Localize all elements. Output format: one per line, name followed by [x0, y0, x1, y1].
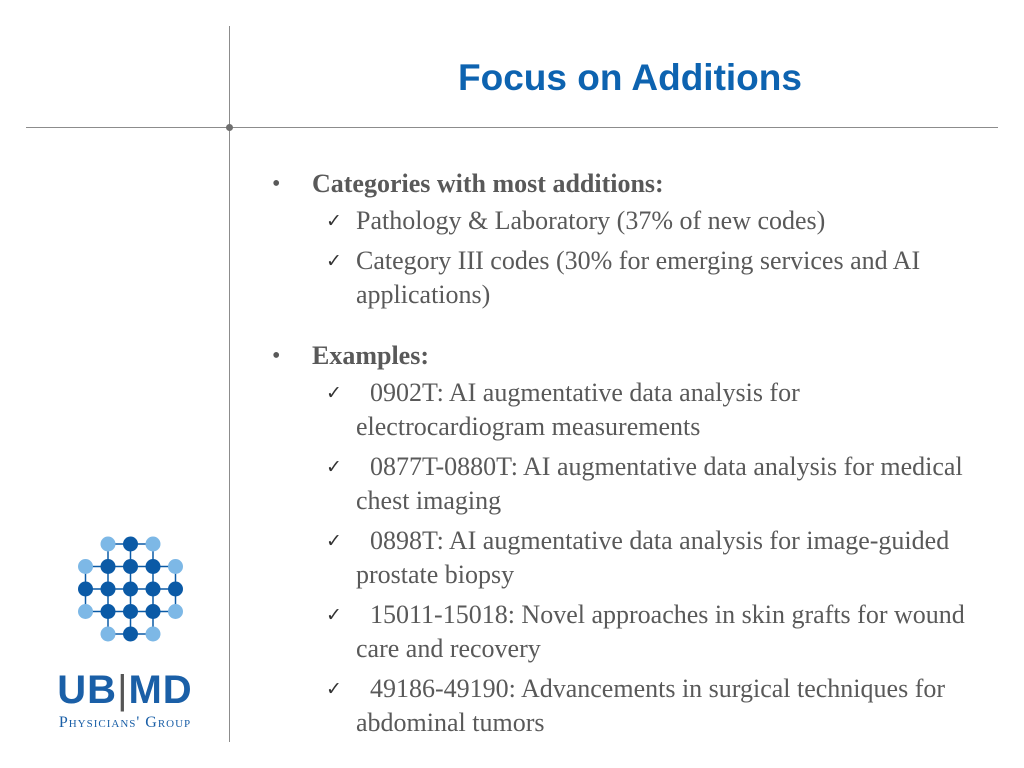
logo-grid-dot [101, 582, 116, 597]
list-item-text: 0877T-0880T: AI augmentative data analysis for medical chest imaging [356, 452, 963, 515]
logo-grid-dot [168, 604, 183, 619]
checkmark-icon: ✓ [326, 250, 342, 272]
list-item-text: Category III codes (30% for emerging services and AI applications) [356, 246, 921, 309]
list-item [312, 524, 992, 592]
slide-body [272, 166, 992, 746]
list-item-text: Pathology & Laboratory (37% of new codes) [356, 206, 826, 235]
logo-grid-dot [123, 559, 138, 574]
logo-dot-grid-icon [40, 530, 210, 660]
logo-text-separator: | [117, 668, 129, 712]
logo-grid-dot [123, 604, 138, 619]
logo-grid-dot [101, 559, 116, 574]
divider-intersection-dot [226, 124, 233, 131]
logo-grid-dot [146, 559, 161, 574]
list-item-text: 0902T: AI augmentative data analysis for electrocardiogram measurements [356, 378, 800, 441]
section-items [312, 204, 992, 312]
logo-grid-dot [123, 537, 138, 552]
list-item [312, 598, 992, 666]
list-item-text: 15011-15018: Novel approaches in skin grafts for wound care and recovery [356, 600, 965, 663]
list-item-text: 0898T: AI augmentative data analysis for image-guided prostate biopsy [356, 526, 950, 589]
section-examples [272, 338, 992, 740]
section-heading: Examples: [312, 341, 429, 370]
list-item [312, 244, 992, 312]
logo-grid-dot [101, 537, 116, 552]
bullet-icon: • [272, 171, 281, 197]
logo-grid-dot [78, 604, 93, 619]
list-item [312, 450, 992, 518]
list-item [312, 204, 992, 238]
slide-title: Focus on Additions [458, 57, 802, 98]
checkmark-icon: ✓ [326, 604, 342, 626]
list-item-text: 49186-49190: Advancements in surgical techniques for abdominal tumors [356, 674, 946, 737]
checkmark-icon: ✓ [326, 530, 342, 552]
logo-grid-dot [146, 537, 161, 552]
ubmd-logo [40, 530, 210, 740]
logo-grid-dot [101, 604, 116, 619]
logo-wordmark [40, 668, 210, 712]
logo-grid-dot [78, 582, 93, 597]
section-heading: Categories with most additions: [312, 169, 664, 198]
logo-grid-dot [78, 559, 93, 574]
logo-grid-dot [146, 604, 161, 619]
logo-text-ub: UB [57, 668, 118, 712]
section-categories [272, 166, 992, 312]
bullet-icon: • [272, 343, 281, 369]
list-item [312, 672, 992, 740]
checkmark-icon: ✓ [326, 210, 342, 232]
logo-subtitle: Physicians' Group [58, 714, 192, 731]
horizontal-divider [26, 127, 998, 128]
logo-grid-dot [123, 627, 138, 642]
section-items [312, 376, 992, 740]
logo-grid-dot [123, 582, 138, 597]
checkmark-icon: ✓ [326, 456, 342, 478]
logo-grid-dot [168, 559, 183, 574]
logo-grid-dot [101, 627, 116, 642]
list-item [312, 376, 992, 444]
vertical-divider [229, 26, 230, 742]
logo-grid-dot [168, 582, 183, 597]
checkmark-icon: ✓ [326, 382, 342, 404]
checkmark-icon: ✓ [326, 678, 342, 700]
logo-grid-dot [146, 582, 161, 597]
logo-text-md: MD [128, 668, 193, 712]
logo-grid-dot [146, 627, 161, 642]
